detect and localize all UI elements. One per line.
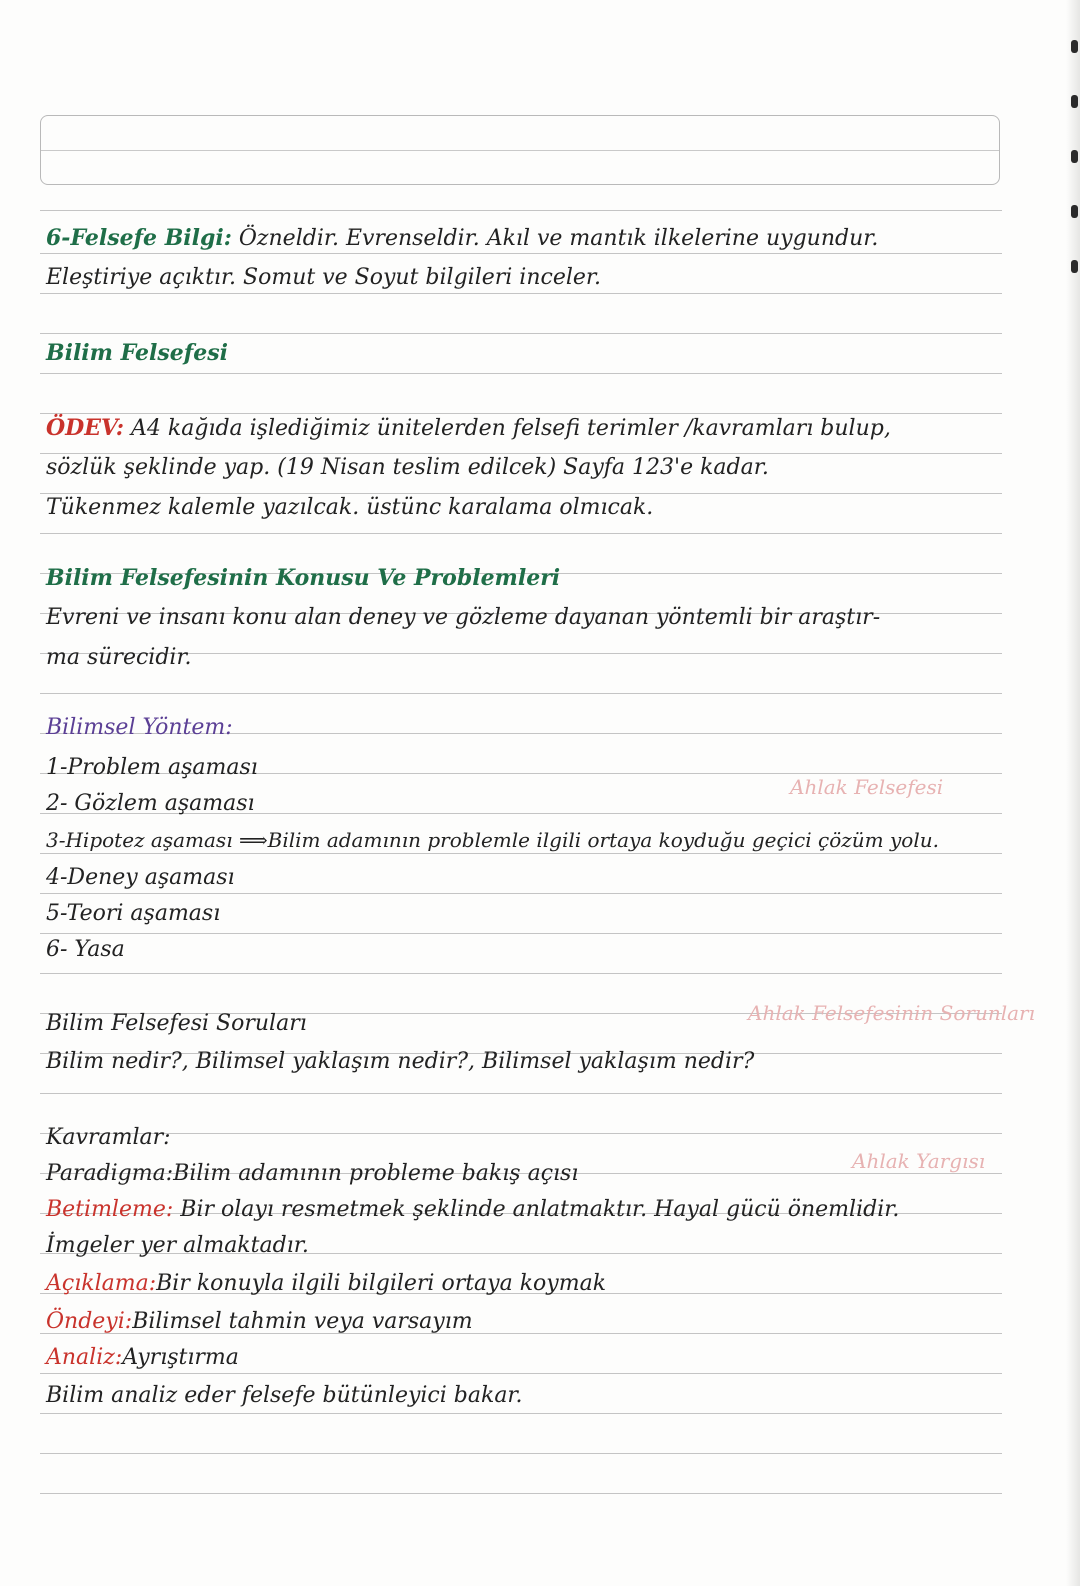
felsefe-line-2: Eleştiriye açıktır. Somut ve Soyut bilgileri inceler. bbox=[46, 265, 601, 290]
binding-hole bbox=[1071, 95, 1078, 108]
odev-text: A4 kağıda işlediğimiz ünitelerden felsefi terimler /kavramları bulup, bbox=[131, 416, 891, 441]
ruled-line bbox=[40, 533, 1002, 534]
aciklama-label: Açıklama: bbox=[46, 1271, 157, 1296]
bleed-through-text: Ahlak Felsefesi bbox=[790, 775, 944, 799]
ruled-line bbox=[40, 1373, 1002, 1374]
ruled-line bbox=[40, 253, 1002, 254]
ruled-line bbox=[40, 1493, 1002, 1494]
aciklama-line bbox=[46, 1270, 606, 1298]
betimleme-label: Betimleme: bbox=[46, 1197, 174, 1222]
sorular-heading: Bilim Felsefesi Soruları bbox=[46, 1011, 307, 1036]
konu-line-1: Evreni ve insanı konu alan deney ve gözleme dayanan yöntemli bir araştır- bbox=[46, 605, 881, 630]
spiral-binding bbox=[1066, 0, 1080, 1586]
ruled-line bbox=[40, 1093, 1002, 1094]
bilim-felsefesi-heading: Bilim Felsefesi bbox=[46, 340, 228, 366]
yontem-heading: Bilimsel Yöntem: bbox=[46, 715, 233, 740]
ondeyi-label: Öndeyi: bbox=[46, 1309, 133, 1334]
ruled-line bbox=[40, 933, 1002, 934]
ondeyi-line bbox=[46, 1308, 473, 1336]
paradigma-line bbox=[46, 1160, 578, 1188]
odev-line-2: sözlük şeklinde yap. (19 Nisan teslim edilcek) Sayfa 123'e kadar. bbox=[46, 455, 769, 480]
odev-line-1 bbox=[46, 414, 891, 443]
kavramlar-last-line: Bilim analiz eder felsefe bütünleyici bakar. bbox=[46, 1383, 523, 1408]
ruled-line bbox=[40, 210, 1002, 211]
binding-hole bbox=[1071, 205, 1078, 218]
analiz-label: Analiz: bbox=[46, 1345, 123, 1370]
ruled-line bbox=[40, 1453, 1002, 1454]
odev-line-3: Tükenmez kalemle yazılcak. üstünc karalama olmıcak. bbox=[46, 495, 654, 520]
ruled-line bbox=[40, 373, 1002, 374]
ruled-line bbox=[40, 1133, 1002, 1134]
yontem-step: 2- Gözlem aşaması bbox=[46, 791, 255, 816]
binding-hole bbox=[1071, 260, 1078, 273]
felsefe-line-1 bbox=[46, 224, 878, 253]
analiz-text: Ayrıştırma bbox=[122, 1345, 239, 1370]
yontem-step: 3-Hipotez aşaması ⟹Bilim adamının problemle ilgili ortaya koyduğu geçici çözüm yolu. bbox=[46, 828, 939, 852]
ruled-line bbox=[40, 973, 1002, 974]
ruled-line bbox=[40, 333, 1002, 334]
ruled-line bbox=[40, 293, 1002, 294]
yontem-step: 5-Teori aşaması bbox=[46, 901, 221, 926]
binding-hole bbox=[1071, 150, 1078, 163]
paradigma-label: Paradigma: bbox=[46, 1161, 174, 1186]
aciklama-text: Bir konuyla ilgili bilgileri ortaya koymak bbox=[156, 1271, 607, 1296]
felsefe-text: Özneldir. Evrenseldir. Akıl ve mantık ilkelerine uygundur. bbox=[238, 226, 879, 251]
analiz-line bbox=[46, 1344, 239, 1372]
odev-label: ÖDEV: bbox=[46, 415, 124, 441]
ondeyi-text: Bilimsel tahmin veya varsayım bbox=[132, 1309, 473, 1334]
betimleme-text: Bir olayı resmetmek şeklinde anlatmaktır. Hayal gücü önemlidir. bbox=[180, 1197, 900, 1222]
kavramlar-heading: Kavramlar: bbox=[46, 1125, 171, 1150]
betimleme-line bbox=[46, 1196, 899, 1224]
binding-hole bbox=[1071, 40, 1078, 53]
konu-line-2: ma sürecidir. bbox=[46, 645, 192, 670]
ruled-line bbox=[40, 1413, 1002, 1414]
sorular-line: Bilim nedir?, Bilimsel yaklaşım nedir?, Bilimsel yaklaşım nedir? bbox=[46, 1049, 755, 1074]
ruled-line bbox=[40, 693, 1002, 694]
bleed-through-text: Ahlak Yargısı bbox=[852, 1149, 986, 1173]
yontem-step: 1-Problem aşaması bbox=[46, 755, 258, 780]
betimleme-cont: İmgeler yer almaktadır. bbox=[46, 1233, 309, 1258]
paradigma-text: Bilim adamının probleme bakış açısı bbox=[173, 1161, 579, 1186]
felsefe-title: 6-Felsefe Bilgi: bbox=[46, 225, 232, 251]
header-box bbox=[40, 115, 1000, 185]
bleed-through-text: Ahlak Felsefesinin Sorunları bbox=[748, 1001, 1035, 1025]
yontem-step: 4-Deney aşaması bbox=[46, 865, 235, 890]
konu-heading: Bilim Felsefesinin Konusu Ve Problemleri bbox=[46, 565, 561, 591]
ruled-line bbox=[40, 893, 1002, 894]
yontem-step: 6- Yasa bbox=[46, 937, 125, 962]
